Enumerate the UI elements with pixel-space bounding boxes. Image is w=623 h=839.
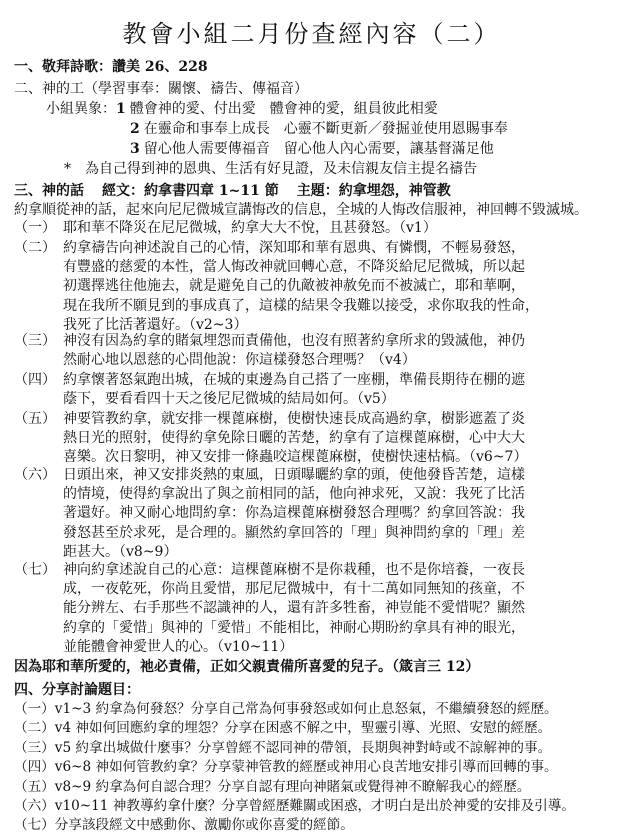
paragraph-line: 成，一夜乾死，你尚且愛惜，那尼尼微城中，有十二萬如同無知的孩童，不 <box>63 581 525 598</box>
discussion-question: （七）分享該段經文中感動你、激勵你或你喜愛的經節。 <box>14 817 354 834</box>
paragraph-number: （五） <box>14 411 56 427</box>
intro-text: 約拿順從神的話，起來向尼尼微城宣講悔改的信息，全城的人悔改信服神，神回轉不毀滅城。 <box>14 202 588 218</box>
prayer-note: * 為自己得到神的恩典、生活有好見證，及未信親友信主提名禱告 <box>64 161 477 177</box>
paragraph-line: 耶和華不降災在尼尼微城，約拿大大不悅，且甚發怒。（v1） <box>63 220 437 236</box>
paragraph-line: 神向約拿述說自己的心意：這棵蓖麻樹不是你栽種，也不是你培養，一夜長 <box>63 562 525 578</box>
section-worship <box>14 58 208 77</box>
paragraph-number: （一） <box>14 220 56 236</box>
paragraph-line: 初選擇逃往他施去，就是避免自己的仇敵被神赦免而不被滅亡，耶和華啊， <box>63 278 525 295</box>
discussion-question: （三）v5 約拿出城做什麼事？分享曾經不認同神的帶領，長期與神對峙或不諒解神的事。 <box>14 739 552 756</box>
paragraph-line: 我死了比活著還好。（v2~3） <box>63 316 248 333</box>
memory-verse: 因為耶和華所愛的，祂必責備，正如父親責備所喜愛的兒子。（箴言三 12） <box>14 659 480 675</box>
group-vision-row-3 <box>130 140 494 159</box>
paragraph-number: （六） <box>14 467 56 483</box>
paragraph-line: 距甚大。（v8~9） <box>63 543 178 560</box>
section-discussion: 四、分享討論題目： <box>14 682 140 698</box>
group-vision-heading: 小組異象： <box>46 101 116 117</box>
paragraph-line: 日頭出來，神又安排炎熱的東風，日頭曝曬約拿的頭，使他發昏苦楚，這樣 <box>63 467 525 483</box>
paragraph-number: （四） <box>14 372 56 388</box>
vision-num: 3 <box>130 141 140 157</box>
section-word <box>14 182 451 201</box>
paragraph-line: 喜樂。次日黎明，神又安排一條蟲咬這棵蓖麻樹，使樹快速枯槁。（v6~7） <box>63 449 528 466</box>
paragraph-line: 並能體會神愛世人的心。（v10~11） <box>63 638 294 655</box>
paragraph-line: 蔭下，要看看四十天之後尼尼微城的結局如何。（v5） <box>63 391 395 408</box>
paragraph-line: 能分辨左、右手那些不認識神的人，還有許多牲畜，神豈能不愛惜呢？顯然 <box>63 600 525 617</box>
paragraph-line: 著還好。神又耐心地問約拿：你為這棵蓖麻樹發怒合理嗎？約拿回答說：我 <box>63 505 525 522</box>
scripture-ref: 經文：約拿書四章 1~11 節 <box>102 183 279 199</box>
paragraph-line: 約拿懷著怒氣跑出城，在城的東邊為自己搭了一座棚，準備長期待在棚的遮 <box>63 372 525 388</box>
vision-num: 2 <box>130 121 140 137</box>
vision-a: 體會神的愛、付出愛 <box>129 101 256 117</box>
paragraph-line: 神要管教約拿，就安排一棵蓖麻樹，使樹快速長成高過約拿，樹影遮蓋了炎 <box>63 411 525 427</box>
vision-b: 心靈不斷更新／發掘並使用恩賜事奉 <box>283 121 508 137</box>
discussion-question: （二）v4 神如何回應約拿的埋怨？分享在困惑不解之中，聖靈引導、光照、安慰的經歷。 <box>14 720 552 737</box>
paragraph-line: 發怒甚至於求死，是合理的。顯然約拿回答的「理」與神問約拿的「理」差 <box>63 524 525 541</box>
section-word-label: 三、神的話 <box>14 183 84 199</box>
paragraph-number: （七） <box>14 562 56 578</box>
paragraph-line: 約拿的「愛惜」與神的「愛惜」不能相比，神耐心期盼約拿具有神的眼光， <box>63 619 525 636</box>
vision-a: 在靈命和事奉上成長 <box>143 121 270 137</box>
discussion-question: （四）v6~8 神如何管教約拿？分享蒙神管教的經歷或神用心良苦地安排引導而回轉的事。 <box>14 759 558 776</box>
paragraph-number: （二） <box>14 240 56 256</box>
paragraph-line: 約拿禱告向神述說自己的心情，深知耶和華有恩典、有憐憫，不輕易發怒， <box>63 240 525 256</box>
vision-num: 1 <box>116 101 126 117</box>
group-vision-row-1 <box>46 100 438 119</box>
discussion-question: （六）v10~11 神教導約拿什麼？分享曾經歷難關或困惑，才明白是出於神愛的安排及引導。 <box>14 798 575 814</box>
paragraph-line: 神沒有因為約拿的賭氣埋怨而責備他，也沒有照著約拿所求的毀滅他，神仍 <box>63 333 525 349</box>
discussion-question: （一）v1~3 約拿為何發怒？分享自己常為何事發怒或如何止息怒氣，不繼續發怒的經歷。 <box>14 701 558 717</box>
group-vision-row-2 <box>130 120 508 139</box>
page-title: 教會小組二月份查經內容（二） <box>122 20 501 48</box>
paragraph-line: 有豐盛的慈愛的本性，當人悔改神就回轉心意，不降災給尼尼微城，所以起 <box>63 259 525 276</box>
paragraph-number: （三） <box>14 333 56 349</box>
vision-b: 體會神的愛，組員彼此相愛 <box>269 101 438 117</box>
vision-b: 留心他人內心需要，讓基督滿足他 <box>283 141 494 157</box>
section-gods-work: 二、神的工（學習事奉：關懷、禱告、傳福音） <box>14 81 308 97</box>
theme: 主題：約拿埋怨，神管教 <box>296 183 451 199</box>
discussion-question: （五）v8~9 約拿為何自認合理？分享自認有理向神賭氣或覺得神不瞭解我心的經歷。 <box>14 778 531 795</box>
section-worship-label: 一、敬拜詩歌： <box>14 59 112 75</box>
paragraph-line: 現在我所不願見到的事成真了，這樣的結果令我難以接受，求你取我的性命， <box>63 297 539 314</box>
vision-a: 留心他人需要傳福音 <box>143 141 270 157</box>
section-worship-songs: 讚美 26、228 <box>112 59 208 75</box>
paragraph-line: 然耐心地以恩慈的心問他說：你這樣發怒合理嗎？（v4） <box>63 352 416 369</box>
paragraph-line: 的情境，使得約拿說出了與之前相同的話，他向神求死，又說：我死了比活 <box>63 486 525 503</box>
paragraph-line: 熱日光的照射，使得約拿免除日曬的苦楚，約拿有了這棵蓖麻樹，心中大大 <box>63 430 525 447</box>
